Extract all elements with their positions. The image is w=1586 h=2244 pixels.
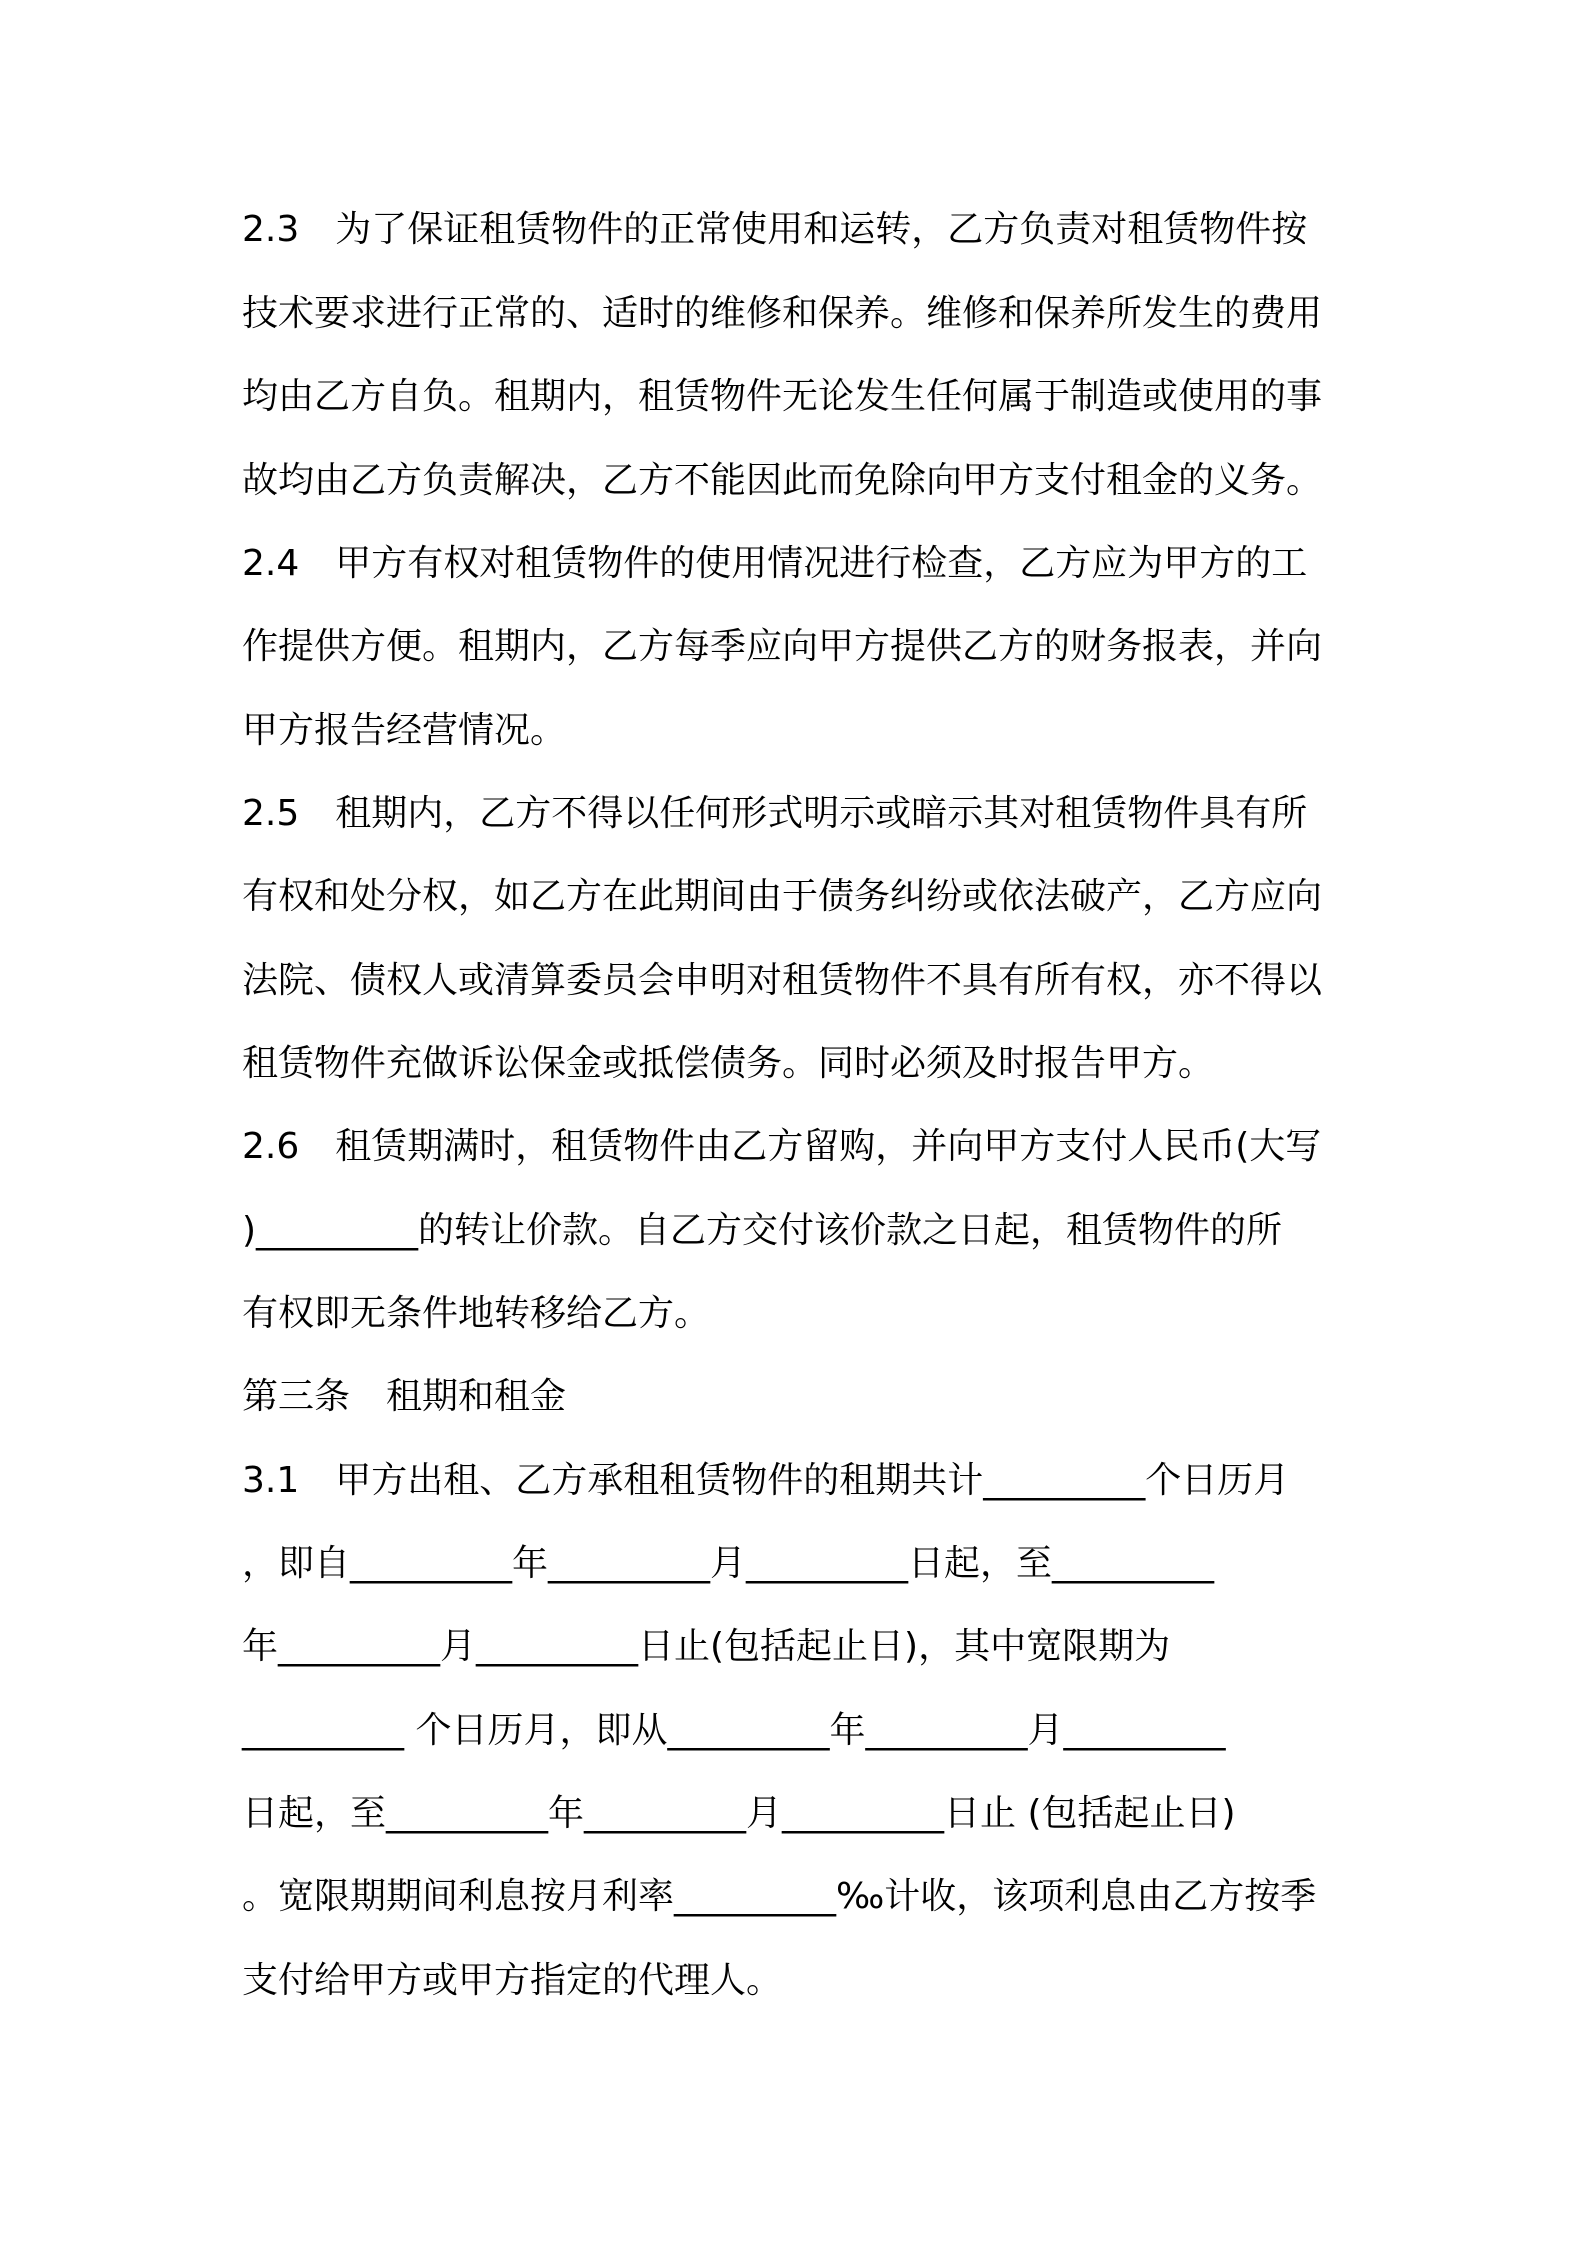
text-line: 3.1 甲方出租、乙方承租租赁物件的租期共计_________个日历月 (242, 1460, 1290, 1501)
text-line: 年_________月_________日止(包括起止日)，其中宽限期为 (242, 1626, 1171, 1667)
text-line: 甲方报告经营情况。 (242, 710, 567, 751)
text-line: 。宽限期期间利息按月利率_________‰计收，该项利息由乙方按季 (242, 1876, 1317, 1917)
text-line: 2.3 为了保证租赁物件的正常使用和运转，乙方负责对租赁物件按 (242, 209, 1308, 250)
text-line: 均由乙方自负。租期内，租赁物件无论发生任何属于制造或使用的事 (242, 376, 1323, 417)
text-line: _________ 个日历月，即从_________年_________月_________ (242, 1710, 1226, 1751)
text-line: 支付给甲方或甲方指定的代理人。 (242, 1960, 783, 2001)
text-line: 法院、债权人或清算委员会申明对租赁物件不具有所有权，亦不得以 (242, 960, 1323, 1001)
text-line: 2.4 甲方有权对租赁物件的使用情况进行检查，乙方应为甲方的工 (242, 543, 1308, 584)
text-line: 作提供方便。租期内，乙方每季应向甲方提供乙方的财务报表，并向 (242, 626, 1323, 667)
text-line: 2.6 租赁期满时，租赁物件由乙方留购，并向甲方支付人民币(大写 (242, 1126, 1322, 1167)
text-line: 日起，至_________年_________月_________日止 (包括起止日) (242, 1793, 1236, 1834)
text-line: 2.5 租期内，乙方不得以任何形式明示或暗示其对租赁物件具有所 (242, 793, 1308, 834)
text-line: )_________的转让价款。自乙方交付该价款之日起，租赁物件的所 (242, 1210, 1283, 1251)
text-line: 有权即无条件地转移给乙方。 (242, 1293, 711, 1334)
text-line: ，即自_________年_________月_________日起，至_________ (242, 1543, 1215, 1584)
text-line: 故均由乙方负责解决，乙方不能因此而免除向甲方支付租金的义务。 (242, 460, 1323, 501)
text-line: 技术要求进行正常的、适时的维修和保养。维修和保养所发生的费用 (242, 293, 1323, 334)
text-line: 有权和处分权，如乙方在此期间由于债务纠纷或依法破产，乙方应向 (242, 876, 1323, 917)
text-line: 租赁物件充做诉讼保金或抵偿债务。同时必须及时报告甲方。 (242, 1043, 1215, 1084)
section-heading: 第三条 租期和租金 (242, 1376, 567, 1417)
